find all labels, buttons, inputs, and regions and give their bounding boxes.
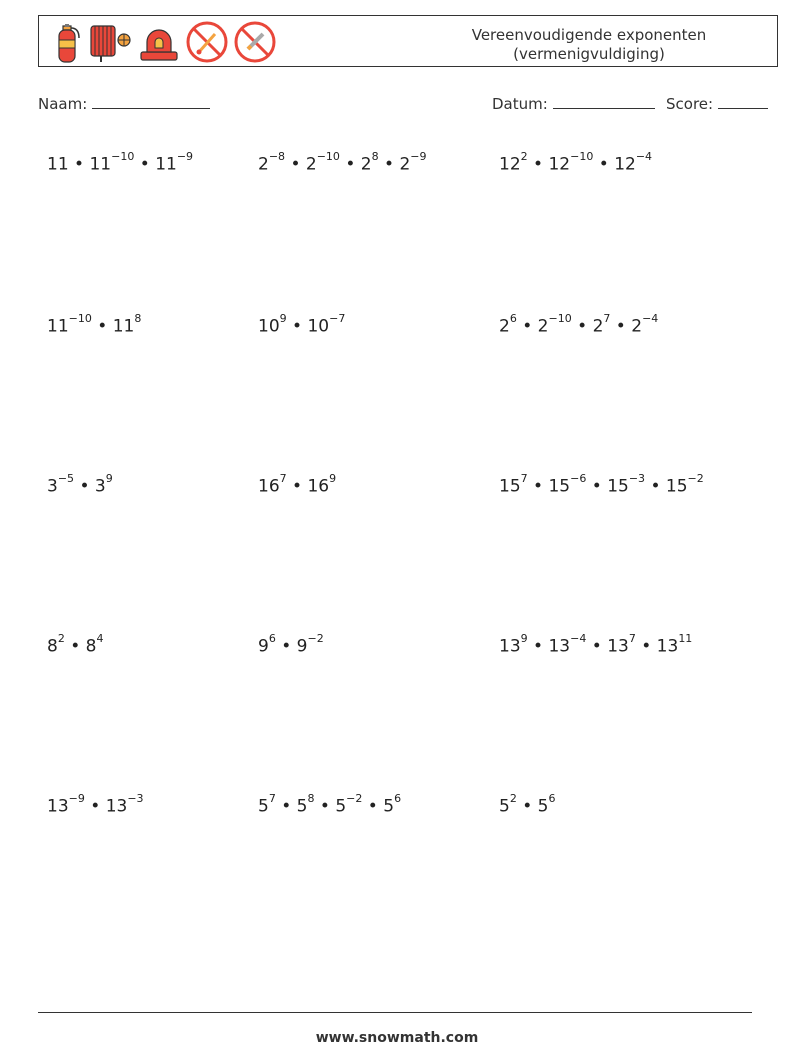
term-base: 5 xyxy=(296,796,308,817)
term-exponent: −4 xyxy=(635,150,653,163)
problem-11 xyxy=(258,632,324,657)
term-exponent: 7 xyxy=(628,632,636,645)
multiply-dot: • xyxy=(586,636,608,657)
multiply-dot: • xyxy=(516,796,538,817)
worksheet-title xyxy=(409,26,769,64)
problem-10 xyxy=(47,632,104,657)
term-exponent: −9 xyxy=(68,792,85,805)
term-exponent: 4 xyxy=(96,632,104,645)
term-exponent: 7 xyxy=(279,472,287,485)
multiply-dot: • xyxy=(527,154,549,175)
term-exponent: −2 xyxy=(687,472,704,485)
term-exponent: −10 xyxy=(111,150,135,163)
footer-url: www.snowmath.com xyxy=(315,1030,479,1046)
term-exponent: −4 xyxy=(570,632,587,645)
term-base: 16 xyxy=(258,476,280,497)
multiply-dot: • xyxy=(527,636,549,657)
term-exponent: 8 xyxy=(307,792,315,805)
term-exponent: −5 xyxy=(57,472,75,485)
icon-strip xyxy=(45,20,277,64)
multiply-dot: • xyxy=(527,476,549,497)
fire-extinguisher-icon xyxy=(45,20,83,64)
multiply-dot: • xyxy=(635,636,657,657)
multiply-dot: • xyxy=(64,636,86,657)
term-base: 10 xyxy=(258,316,280,337)
problem-6 xyxy=(499,312,658,337)
term-base: 13 xyxy=(499,636,521,657)
term-base: 8 xyxy=(47,636,58,657)
term-exponent: 2 xyxy=(57,632,65,645)
term-base: 2 xyxy=(592,316,604,337)
term-base: 2 xyxy=(631,316,643,337)
term-base: 15 xyxy=(607,476,629,497)
term-base: 5 xyxy=(499,796,510,817)
date-label: Datum: xyxy=(492,95,548,113)
multiply-dot: • xyxy=(593,154,615,175)
multiply-dot: • xyxy=(134,154,156,175)
worksheet-header xyxy=(38,15,778,67)
term-base: 2 xyxy=(537,316,549,337)
term-exponent: 6 xyxy=(268,632,276,645)
term-base: 3 xyxy=(94,476,106,497)
term-exponent: −2 xyxy=(346,792,363,805)
multiply-dot: • xyxy=(285,154,306,175)
score-blank[interactable] xyxy=(718,94,768,109)
name-label: Naam: xyxy=(38,95,88,113)
term-exponent: −4 xyxy=(642,312,659,325)
term-base: 2 xyxy=(258,154,269,175)
term-base: 13 xyxy=(656,636,679,657)
term-base: 11 xyxy=(155,154,177,175)
title-line-1: Vereenvoudigende exponenten xyxy=(471,26,707,44)
multiply-dot: • xyxy=(84,796,106,817)
multiply-dot: • xyxy=(586,476,608,497)
date-blank[interactable] xyxy=(553,94,655,109)
problem-15 xyxy=(499,792,556,817)
term-exponent: −7 xyxy=(329,312,346,325)
multiply-dot: • xyxy=(68,154,90,175)
term-base: 2 xyxy=(399,154,411,175)
term-base: 11 xyxy=(47,154,69,175)
problem-1 xyxy=(47,150,193,175)
term-base: 3 xyxy=(47,476,58,497)
term-exponent: −2 xyxy=(307,632,324,645)
term-exponent: 7 xyxy=(268,792,276,805)
term-exponent: 9 xyxy=(105,472,113,485)
term-base: 15 xyxy=(665,476,688,497)
term-base: 8 xyxy=(85,636,97,657)
term-exponent: 6 xyxy=(394,792,402,805)
multiply-dot: • xyxy=(275,796,297,817)
term-base: 5 xyxy=(258,796,269,817)
problem-8 xyxy=(258,472,336,497)
term-base: 11 xyxy=(112,316,135,337)
term-exponent: 9 xyxy=(520,632,528,645)
score-label: Score: xyxy=(666,95,714,113)
fire-hose-reel-icon xyxy=(87,20,133,64)
term-base: 11 xyxy=(47,316,69,337)
term-base: 9 xyxy=(258,636,269,657)
term-base: 5 xyxy=(383,796,395,817)
term-base: 13 xyxy=(548,636,571,657)
term-base: 13 xyxy=(607,636,629,657)
term-exponent: 2 xyxy=(520,150,528,163)
term-exponent: 6 xyxy=(509,312,517,325)
term-base: 12 xyxy=(614,154,636,175)
problem-3 xyxy=(499,150,652,175)
multiply-dot: • xyxy=(74,476,95,497)
fire-alarm-siren-icon xyxy=(137,20,181,64)
term-exponent: −10 xyxy=(570,150,594,163)
term-exponent: −8 xyxy=(268,150,286,163)
term-exponent: 7 xyxy=(520,472,528,485)
term-exponent: 6 xyxy=(548,792,556,805)
multiply-dot: • xyxy=(571,316,593,337)
term-exponent: 9 xyxy=(279,312,287,325)
problem-5 xyxy=(258,312,345,337)
term-base: 2 xyxy=(360,154,372,175)
term-exponent: −3 xyxy=(127,792,144,805)
term-base: 2 xyxy=(499,316,510,337)
multiply-dot: • xyxy=(610,316,632,337)
term-base: 13 xyxy=(47,796,69,817)
problem-12 xyxy=(499,632,692,657)
term-base: 15 xyxy=(548,476,571,497)
term-exponent: −6 xyxy=(570,472,587,485)
term-base: 10 xyxy=(307,316,330,337)
term-exponent: −9 xyxy=(176,150,194,163)
term-exponent: 9 xyxy=(329,472,337,485)
problem-9 xyxy=(499,472,704,497)
term-exponent: −10 xyxy=(548,312,572,325)
name-field[interactable] xyxy=(38,94,210,113)
term-exponent: 7 xyxy=(603,312,611,325)
term-exponent: −10 xyxy=(68,312,92,325)
title-line-2: (vermenigvuldiging) xyxy=(513,45,665,63)
problem-4 xyxy=(47,312,141,337)
term-exponent: −3 xyxy=(628,472,646,485)
name-blank[interactable] xyxy=(92,94,210,109)
problem-13 xyxy=(47,792,144,817)
problem-7 xyxy=(47,472,113,497)
term-exponent: 11 xyxy=(678,632,693,645)
score-field[interactable] xyxy=(666,94,768,113)
term-exponent: −9 xyxy=(410,150,427,163)
term-base: 15 xyxy=(499,476,521,497)
multiply-dot: • xyxy=(362,796,384,817)
multiply-dot: • xyxy=(378,154,400,175)
term-base: 16 xyxy=(307,476,330,497)
term-exponent: 8 xyxy=(134,312,142,325)
no-matches-icon xyxy=(185,20,229,64)
term-base: 13 xyxy=(105,796,128,817)
term-base: 12 xyxy=(548,154,571,175)
term-base: 9 xyxy=(296,636,308,657)
multiply-dot: • xyxy=(91,316,113,337)
multiply-dot: • xyxy=(286,316,308,337)
multiply-dot: • xyxy=(314,796,336,817)
multiply-dot: • xyxy=(645,476,666,497)
multiply-dot: • xyxy=(339,154,361,175)
multiply-dot: • xyxy=(275,636,297,657)
footer-divider xyxy=(38,1012,752,1013)
problem-14 xyxy=(258,792,401,817)
multiply-dot: • xyxy=(516,316,538,337)
term-exponent: −10 xyxy=(316,150,340,163)
date-field[interactable] xyxy=(492,94,655,113)
term-base: 11 xyxy=(89,154,112,175)
no-smoking-icon xyxy=(233,20,277,64)
term-base: 5 xyxy=(537,796,549,817)
term-exponent: 8 xyxy=(371,150,379,163)
term-exponent: 2 xyxy=(509,792,517,805)
problem-2 xyxy=(258,150,427,175)
term-base: 2 xyxy=(305,154,317,175)
term-base: 12 xyxy=(499,154,521,175)
multiply-dot: • xyxy=(286,476,308,497)
term-base: 5 xyxy=(335,796,347,817)
